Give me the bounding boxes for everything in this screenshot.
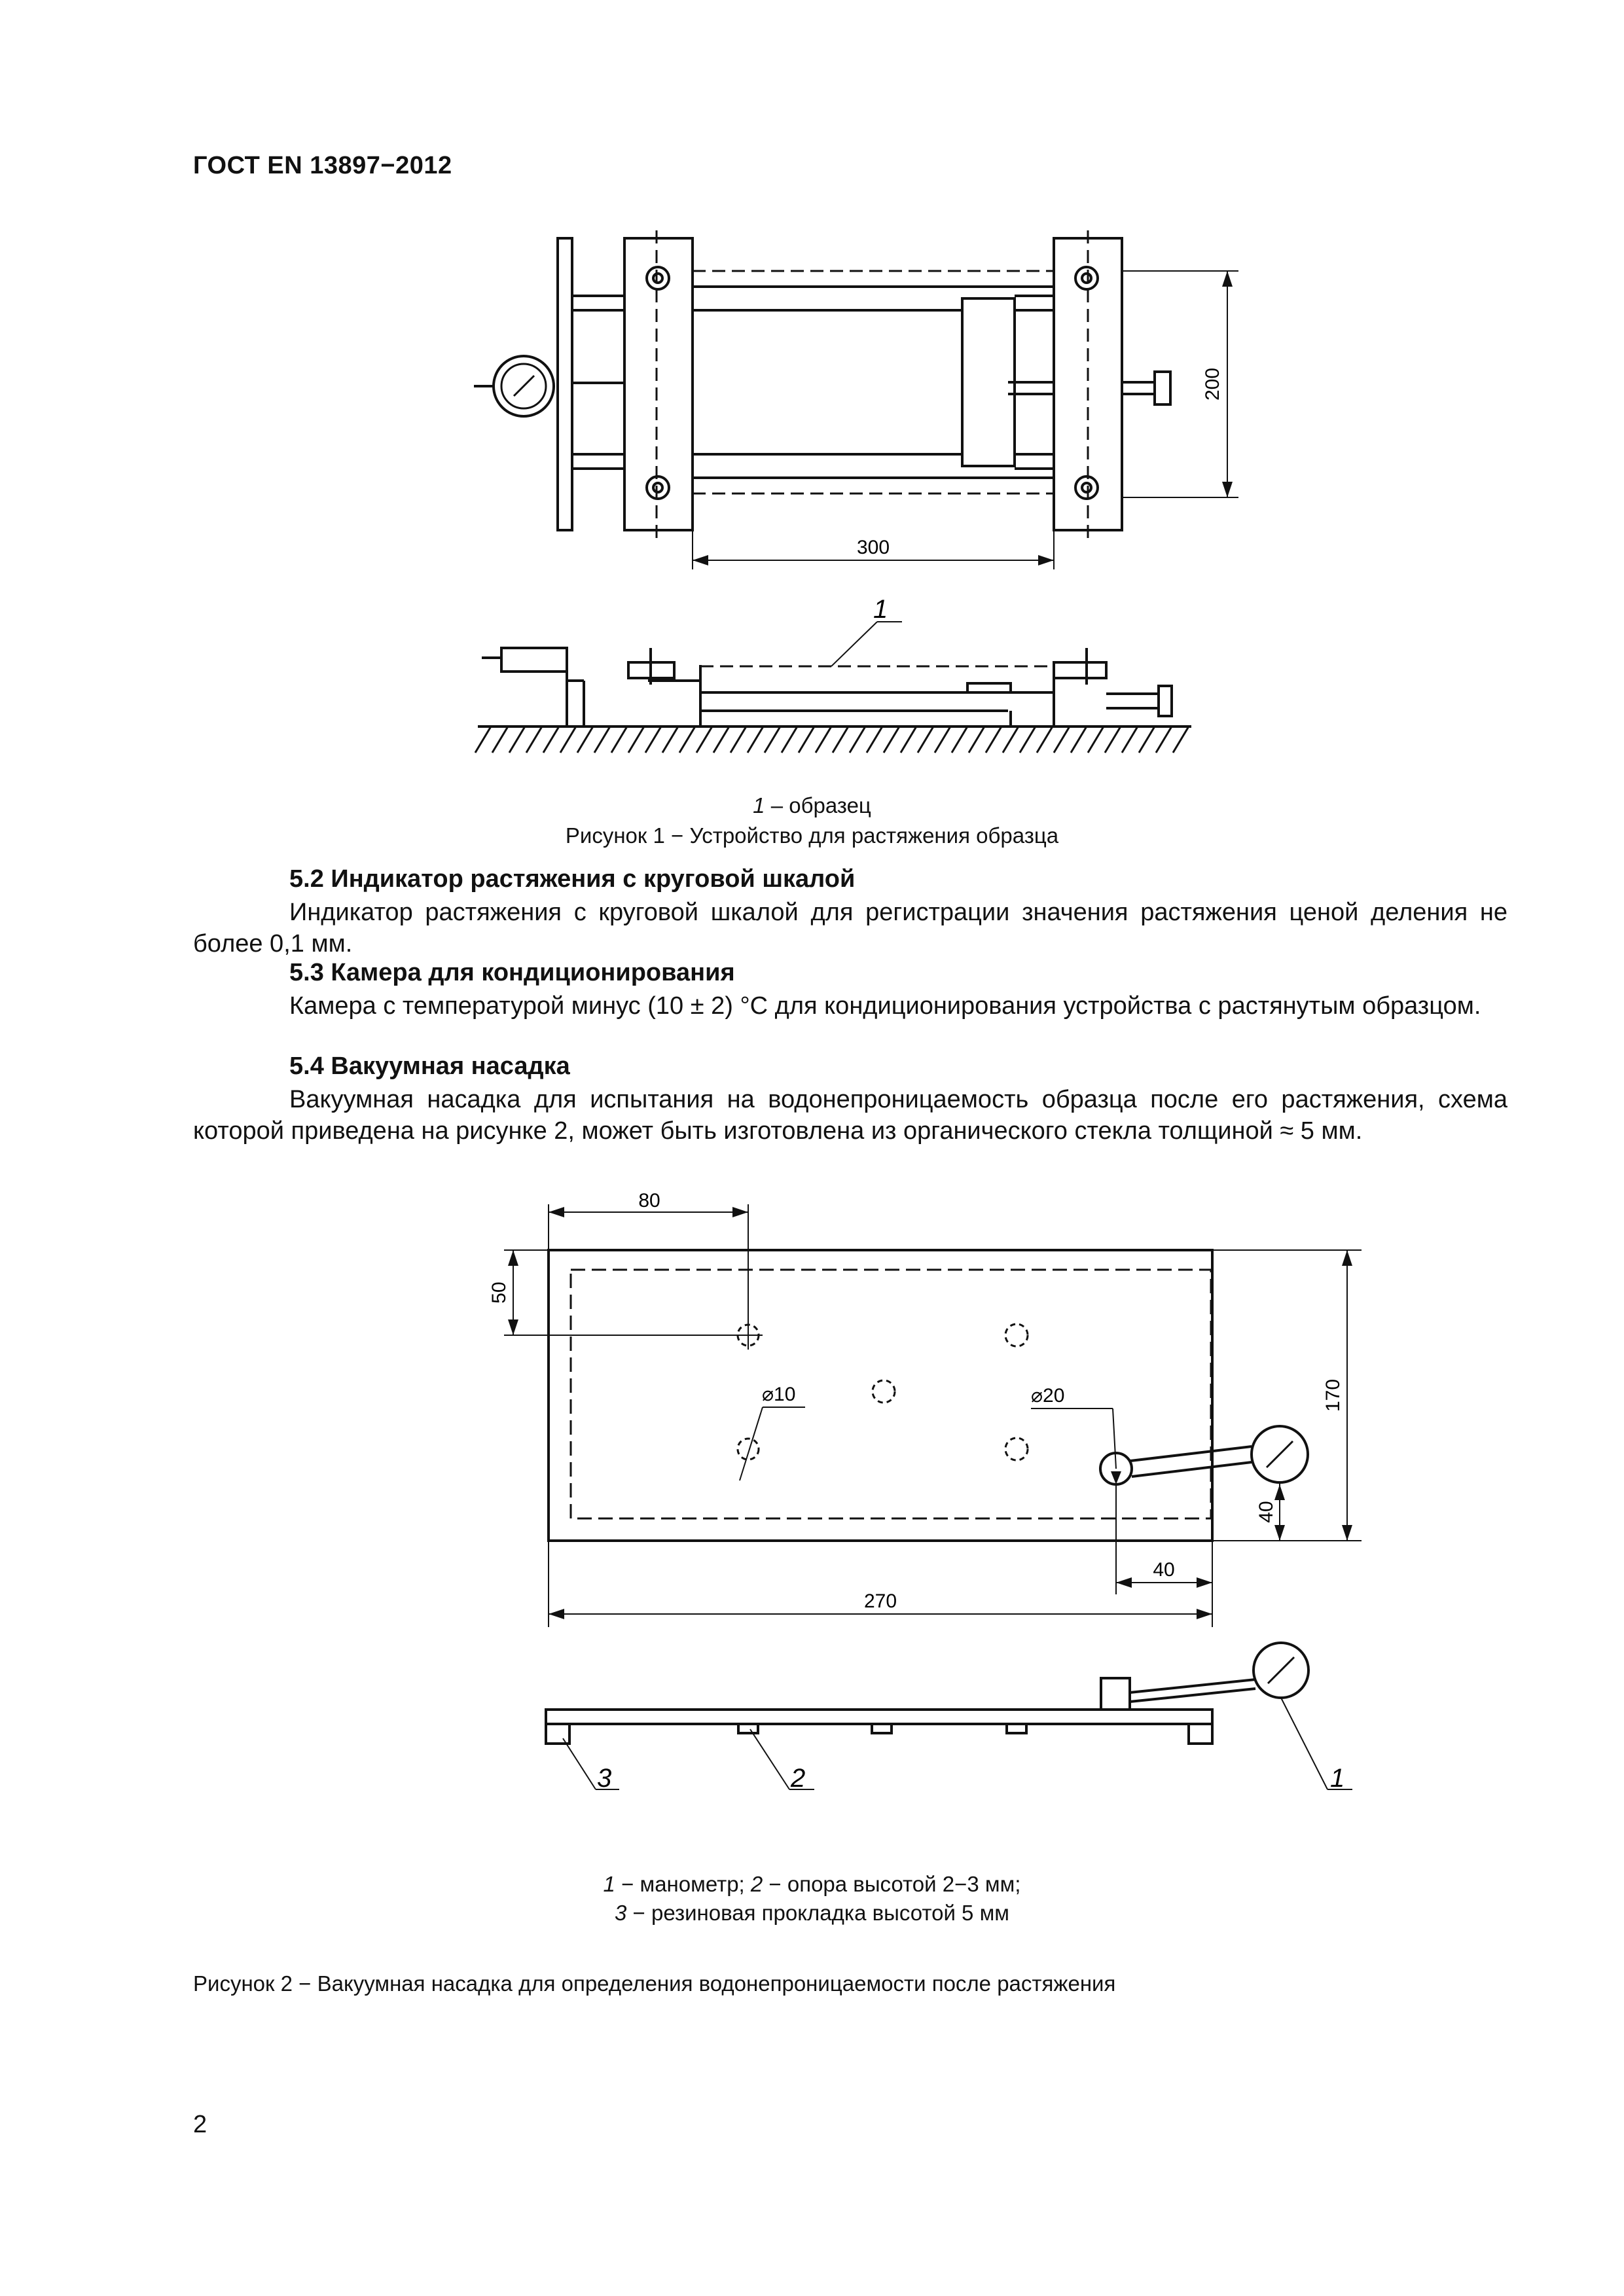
page-number: 2 xyxy=(193,2111,208,2138)
plate-outline xyxy=(549,1250,1212,1541)
figure-2-legend-line-1 xyxy=(0,1869,1624,1899)
dimension-270: 270 xyxy=(863,1590,897,1612)
legend-text: – образец xyxy=(765,793,871,817)
legend-3-number: 3 xyxy=(615,1901,627,1925)
legend-3-text: − резиновая прокладка высотой 5 мм xyxy=(626,1901,1009,1925)
dimension-80: 80 xyxy=(638,1190,660,1211)
legend-1-text: − манометр; xyxy=(615,1872,751,1896)
figure-2-legend-line-2 xyxy=(0,1898,1624,1928)
section-5-2-text: Индикатор растяжения с круговой шкалой для регистрации значения растяжения ценой деления не более 0,1 мм. xyxy=(193,899,1507,958)
legend-1-number: 1 xyxy=(603,1872,615,1896)
figure-1-drawing xyxy=(0,216,1624,792)
legend-2-number: 2 xyxy=(750,1872,763,1896)
figure-1-caption: Рисунок 1 − Устройство для растяжения образца xyxy=(565,823,1059,848)
document-header: ГОСТ EN 13897−2012 xyxy=(193,152,452,179)
movable-clamp xyxy=(962,298,1015,466)
callout-3-gasket: 3 xyxy=(597,1764,612,1793)
dimension-200: 200 xyxy=(1202,367,1223,401)
left-plate xyxy=(558,238,572,530)
legend-number: 1 xyxy=(753,793,765,817)
section-5-2-heading: 5.2 Индикатор растяжения с круговой шкалой xyxy=(289,865,856,893)
legend-2-text: − опора высотой 2−3 мм; xyxy=(763,1872,1021,1896)
dimension-diameter-10: ⌀10 xyxy=(762,1384,796,1405)
tension-screw-knob xyxy=(1155,372,1170,404)
section-5-4-heading: 5.4 Вакуумная насадка xyxy=(289,1052,570,1080)
dimension-40-horizontal: 40 xyxy=(1153,1559,1175,1581)
dimension-170: 170 xyxy=(1322,1378,1344,1412)
figure-2-caption: Рисунок 2 − Вакуумная насадка для определения водонепроницаемости после растяжения xyxy=(193,1971,1116,1996)
section-5-3-text: Камера с температурой минус (10 ± 2) °С для кондиционирования устройства с растянутым образцом. xyxy=(289,992,1481,1020)
callout-1-manometer: 1 xyxy=(1330,1764,1345,1793)
section-5-3-heading: 5.3 Камера для кондиционирования xyxy=(289,959,735,986)
callout-1: 1 xyxy=(873,595,888,624)
dimension-40-vertical: 40 xyxy=(1255,1501,1277,1523)
callout-2-support: 2 xyxy=(791,1764,806,1793)
section-5-4-text: Вакуумная насадка для испытания на водонепроницаемость образца после его растяжения, схема которой приведена на рисунке 2, может быть изготовлена из органического стекла толщиной ≈ 5 мм. xyxy=(193,1086,1507,1145)
dimension-300: 300 xyxy=(856,537,890,558)
dimension-50: 50 xyxy=(488,1282,510,1304)
figure-2-drawing xyxy=(0,1178,1624,1820)
dimension-diameter-20: ⌀20 xyxy=(1031,1385,1065,1407)
figure-1-legend xyxy=(0,791,1624,821)
